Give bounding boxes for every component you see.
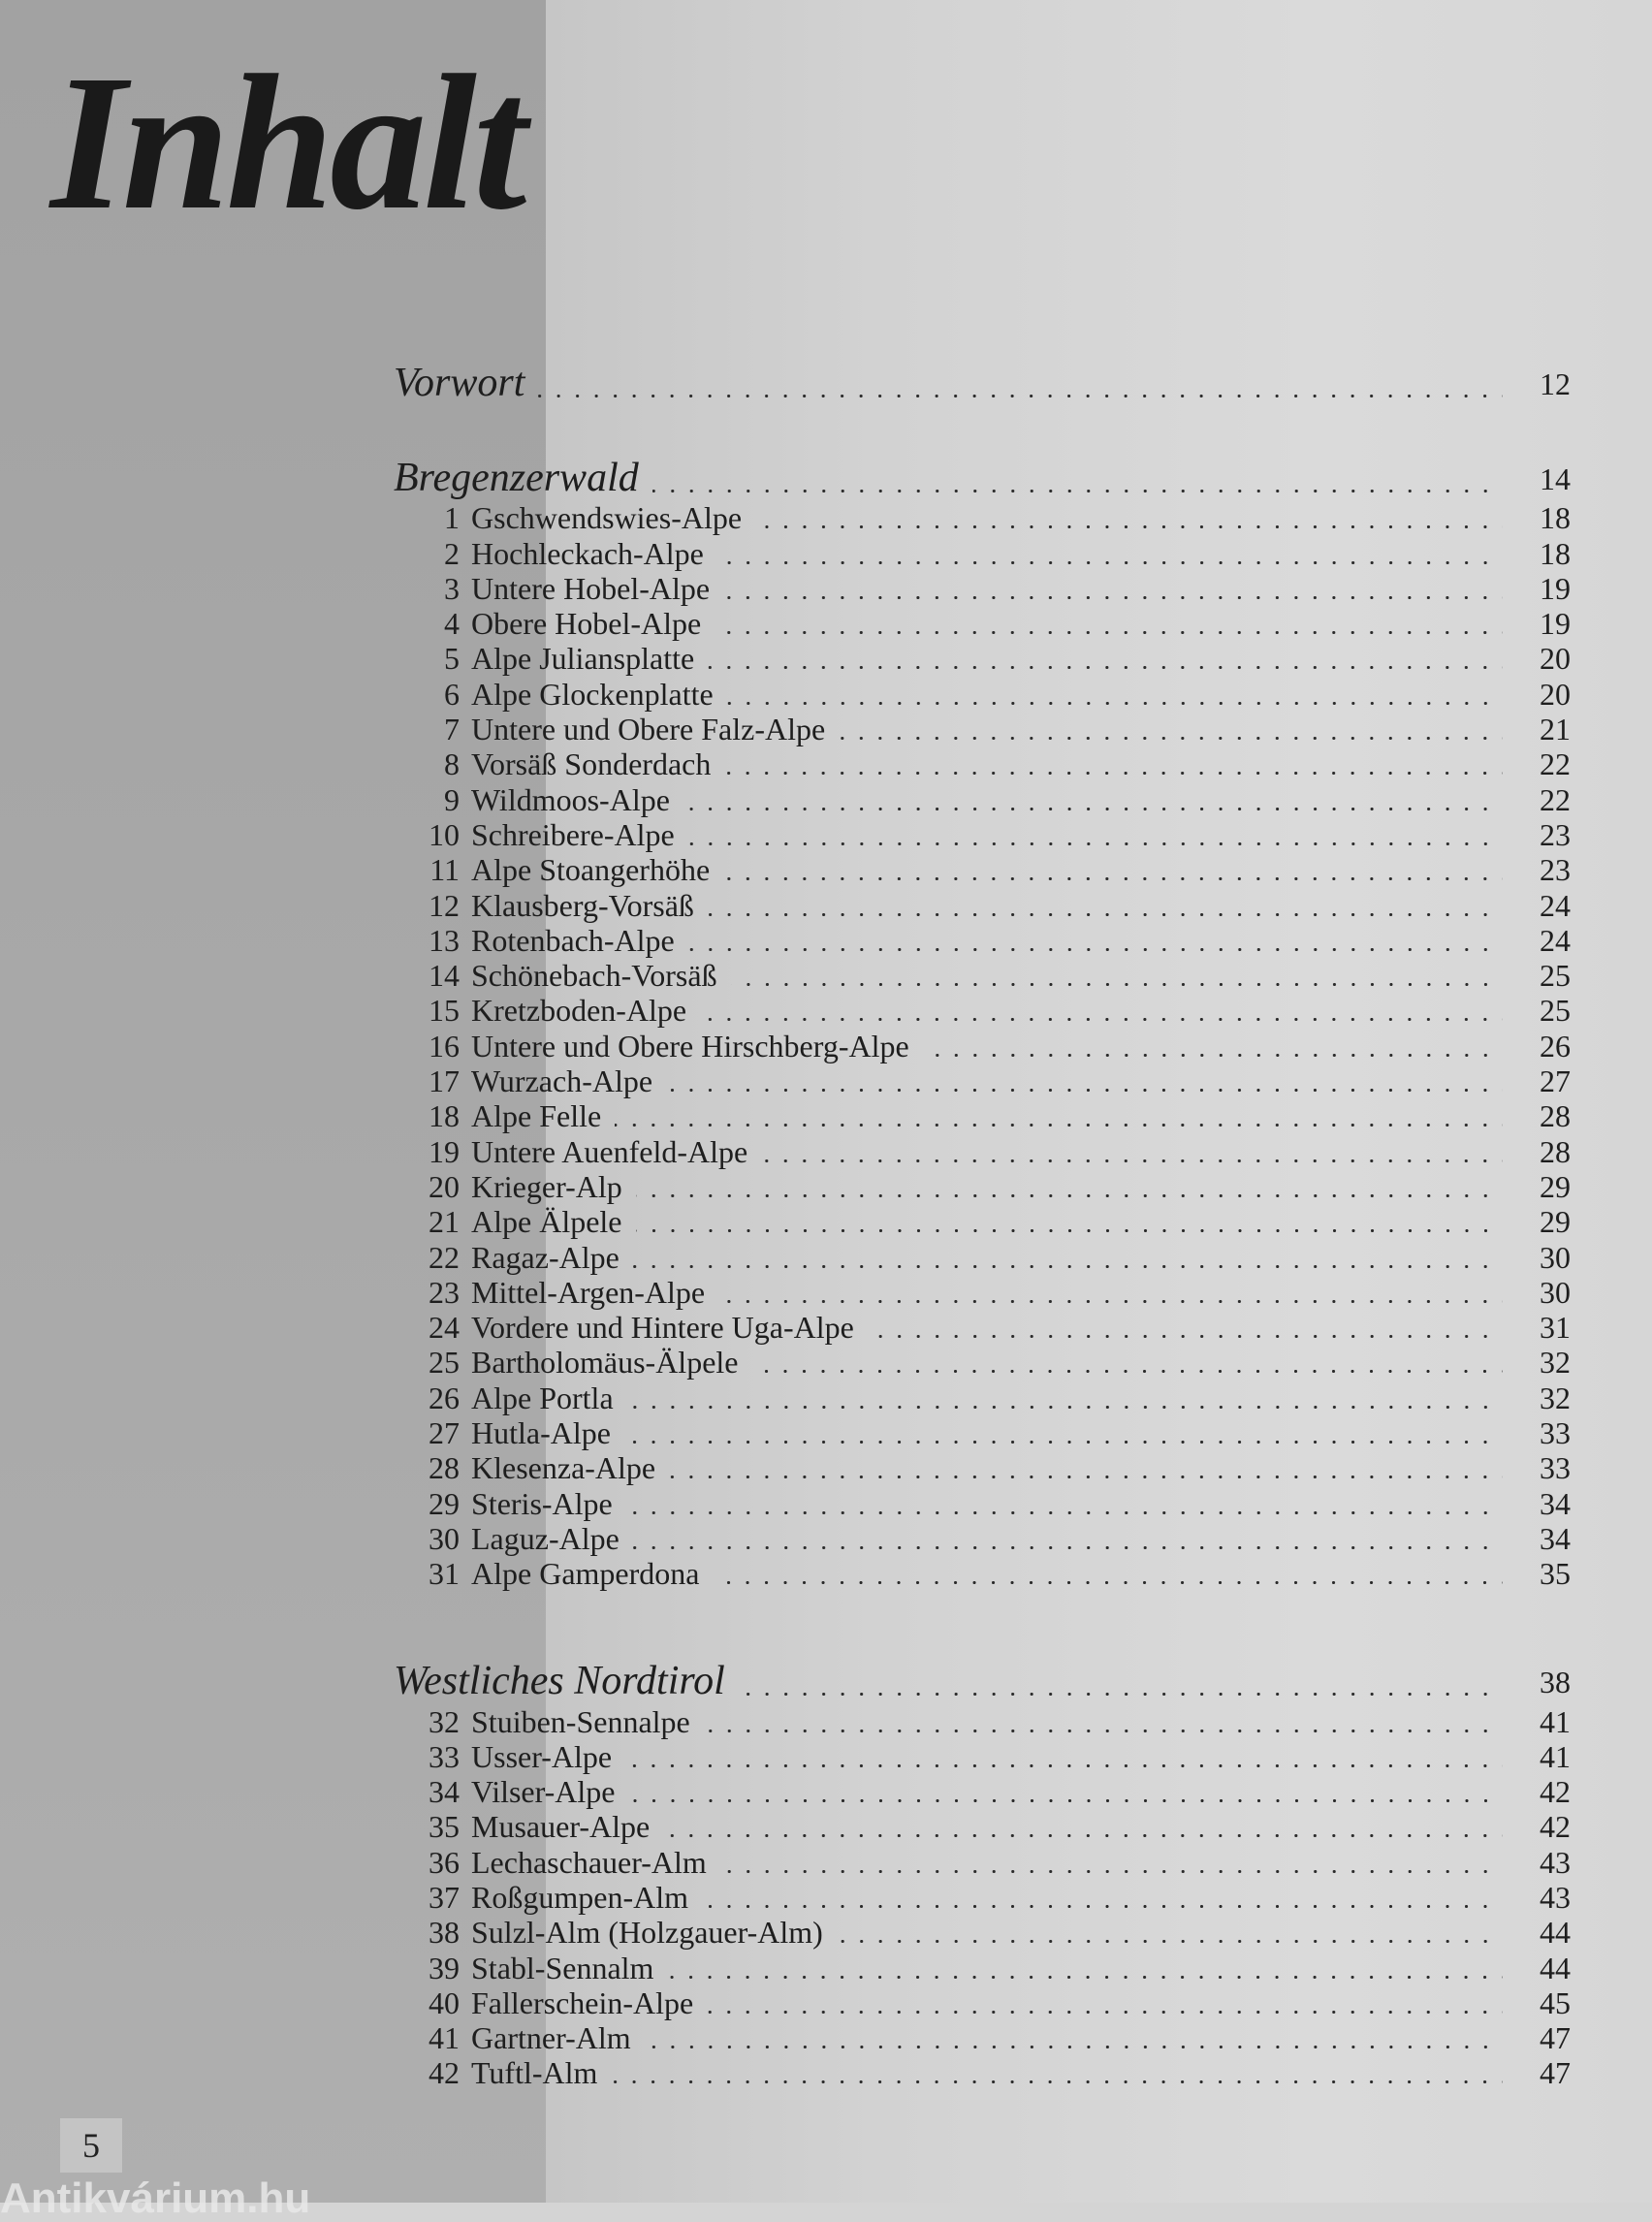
toc-page-number: 23 [1540, 816, 1571, 852]
toc-page-number: 28 [1540, 1133, 1571, 1169]
dot-leader [688, 948, 1503, 951]
toc-page-number: 43 [1540, 1844, 1571, 1880]
toc-entry-title: Gschwendswies-Alpe [471, 500, 743, 536]
toc-entry-number: 25 [429, 1345, 460, 1381]
toc-entry-number: 21 [429, 1204, 460, 1240]
toc-entry[interactable] [394, 533, 1571, 571]
toc-entry-title: Wildmoos-Alpe [471, 781, 670, 817]
dot-leader [751, 1370, 1503, 1373]
toc-entry-number: 34 [429, 1774, 460, 1810]
toc-entry-title: Gartner-Alm [471, 2020, 631, 2056]
watermark: Antikvárium.hu [0, 2174, 311, 2222]
toc-page-number: 24 [1540, 887, 1571, 923]
toc-page-number: 20 [1540, 676, 1571, 712]
toc-entry[interactable] [394, 1913, 1571, 1951]
toc-entry[interactable] [394, 710, 1571, 745]
section-spacer [394, 403, 1571, 440]
toc-entry[interactable] [394, 2018, 1571, 2056]
dot-leader [626, 1511, 1503, 1514]
toc-entry-number: 22 [429, 1239, 460, 1275]
dot-leader [755, 525, 1503, 528]
dot-leader [611, 2080, 1503, 2083]
toc-page-number: 20 [1540, 641, 1571, 677]
toc-entry[interactable] [394, 1167, 1571, 1202]
toc-entry[interactable] [394, 779, 1571, 817]
toc-entry-number: 14 [429, 958, 460, 994]
toc-section-title: Bregenzerwald [394, 456, 639, 500]
toc-entry[interactable] [394, 2053, 1571, 2091]
toc-entry-number: 16 [429, 1028, 460, 1063]
toc-entry-number: 40 [429, 1984, 460, 2020]
toc-entry-number: 4 [444, 606, 460, 642]
toc-entry[interactable] [394, 498, 1571, 536]
toc-page-number: 42 [1540, 1809, 1571, 1845]
toc-entry[interactable] [394, 569, 1571, 604]
toc-page-number: 23 [1540, 852, 1571, 888]
toc-entry-title: Alpe Glockenplatte [471, 676, 714, 712]
dot-leader [837, 1940, 1503, 1943]
toc-entry-title: Klausberg-Vorsäß [471, 887, 694, 923]
dot-leader [720, 1870, 1503, 1873]
toc-entry[interactable] [394, 1131, 1571, 1169]
toc-entry-number: 1 [444, 500, 460, 536]
dot-leader [723, 877, 1503, 880]
toc-entry-number: 15 [429, 993, 460, 1029]
toc-entry-number: 24 [429, 1310, 460, 1346]
toc-page-number: 33 [1540, 1450, 1571, 1486]
dot-leader [683, 808, 1503, 810]
toc-entry[interactable] [394, 1413, 1571, 1451]
toc-page-number: 41 [1540, 1738, 1571, 1774]
dot-leader [708, 666, 1503, 669]
toc-entry[interactable] [394, 1554, 1571, 1592]
toc-entry-title: Alpe Gamperdona [471, 1556, 700, 1592]
toc-page-number: 30 [1540, 1239, 1571, 1275]
toc-entry-title: Alpe Stoangerhöhe [471, 852, 711, 888]
dot-leader [700, 1018, 1503, 1021]
toc-page-number: 22 [1540, 781, 1571, 817]
toc-entry-title: Alpe Portla [471, 1380, 614, 1415]
toc-entry-title: Schreibere-Alpe [471, 816, 675, 852]
dot-leader [717, 561, 1503, 564]
toc-page-number: 26 [1540, 1028, 1571, 1063]
toc-entry-title: Hutla-Alpe [471, 1415, 611, 1451]
toc-entry-title: Musauer-Alpe [471, 1809, 651, 1845]
toc-page-number: 34 [1540, 1520, 1571, 1556]
toc-entry-title: Alpe Felle [471, 1098, 602, 1134]
page-number: 5 [60, 2118, 122, 2173]
toc-page-number: 47 [1540, 2055, 1571, 2091]
toc-entry-number: 3 [444, 570, 460, 606]
toc-entry-number: 2 [444, 535, 460, 571]
dot-leader [923, 1054, 1503, 1057]
toc-entry[interactable] [394, 991, 1571, 1029]
toc-entry-number: 13 [429, 922, 460, 958]
toc-entry-number: 19 [429, 1133, 460, 1169]
toc-entry-title: Alpe Juliansplatte [471, 641, 695, 677]
toc-entry[interactable] [394, 1701, 1571, 1739]
dot-leader [727, 702, 1503, 705]
toc-section-title: Westliches Nordtirol [394, 1659, 725, 1704]
toc-entry[interactable] [394, 1948, 1571, 1983]
toc-section[interactable] [394, 1643, 1571, 1704]
toc-entry-title: Untere und Obere Falz-Alpe [471, 712, 826, 747]
toc-section-vorwort[interactable] [394, 355, 1571, 403]
toc-entry-number: 23 [429, 1274, 460, 1310]
toc-page-number: 19 [1540, 606, 1571, 642]
toc-entry-title: Untere Hobel-Alpe [471, 570, 711, 606]
dot-leader [739, 1693, 1503, 1696]
dot-leader [715, 631, 1503, 634]
toc-entry[interactable] [394, 885, 1571, 923]
toc-entry[interactable] [394, 1984, 1571, 2018]
toc-entry[interactable] [394, 674, 1571, 712]
toc-entry-number: 10 [429, 816, 460, 852]
toc-entry-title: Steris-Alpe [471, 1485, 613, 1521]
toc-entry[interactable] [394, 745, 1571, 782]
toc-entry-number: 7 [444, 712, 460, 747]
toc-entry-number: 5 [444, 641, 460, 677]
toc-entry-title: Usser-Alpe [471, 1738, 613, 1774]
toc-entry[interactable] [394, 1026, 1571, 1061]
toc-entry[interactable] [394, 850, 1571, 888]
toc-entry-title: Ragaz-Alpe [471, 1239, 620, 1275]
toc-entry-number: 41 [429, 2020, 460, 2056]
toc-entry[interactable] [394, 1772, 1571, 1810]
dot-leader [708, 913, 1503, 916]
toc-entry-title: Kretzboden-Alpe [471, 993, 687, 1029]
toc-page-number: 47 [1540, 2020, 1571, 2056]
dot-leader [667, 1976, 1503, 1979]
dot-leader [615, 1124, 1503, 1127]
toc-entry-number: 12 [429, 887, 460, 923]
dot-leader [625, 1764, 1503, 1767]
toc-page-number: 19 [1540, 570, 1571, 606]
toc-page-number: 38 [1540, 1665, 1571, 1700]
toc-entry[interactable] [394, 1202, 1571, 1240]
toc-entry[interactable] [394, 1273, 1571, 1308]
dot-leader [633, 1546, 1503, 1549]
dot-leader [633, 1265, 1503, 1268]
toc-page-number: 34 [1540, 1485, 1571, 1521]
toc-entry[interactable] [394, 1842, 1571, 1880]
dot-leader [702, 1905, 1503, 1908]
toc-entry-number: 31 [429, 1556, 460, 1592]
toc-page-number: 25 [1540, 958, 1571, 994]
toc-entry-title: Alpe Älpele [471, 1204, 622, 1240]
toc-page-number: 25 [1540, 993, 1571, 1029]
toc-entry-title: Vorsäß Sonderdach [471, 746, 712, 782]
toc-entry[interactable] [394, 1308, 1571, 1346]
toc-page-number: 33 [1540, 1415, 1571, 1451]
toc-entry-title: Wurzach-Alpe [471, 1063, 653, 1099]
toc-entry[interactable] [394, 1343, 1571, 1381]
toc-entry[interactable] [394, 1878, 1571, 1913]
toc-entry[interactable] [394, 815, 1571, 850]
toc-entry-title: Untere Auenfeld-Alpe [471, 1133, 748, 1169]
toc-entry-number: 29 [429, 1485, 460, 1521]
dot-leader [761, 1159, 1503, 1162]
toc-page-number: 21 [1540, 712, 1571, 747]
toc-entry-number: 8 [444, 746, 460, 782]
toc-entry-title: Krieger-Alp [471, 1168, 622, 1204]
dot-leader [724, 772, 1503, 775]
dot-leader [629, 1799, 1504, 1802]
toc-page-number: 22 [1540, 746, 1571, 782]
toc-entry-title: Sulzl-Alm (Holzgauer-Alm) [471, 1915, 823, 1951]
toc-entry-title: Stabl-Sennalm [471, 1950, 654, 1985]
toc-page-number: 31 [1540, 1310, 1571, 1346]
toc-entry-number: 30 [429, 1520, 460, 1556]
toc-entry-title: Laguz-Alpe [471, 1520, 620, 1556]
toc-entry-number: 20 [429, 1168, 460, 1204]
toc-section-title: Vorwort [394, 361, 525, 405]
toc-entry[interactable] [394, 1737, 1571, 1772]
toc-entry-number: 28 [429, 1450, 460, 1486]
toc-entry-number: 18 [429, 1098, 460, 1134]
toc-entry-title: Tuftl-Alm [471, 2055, 598, 2091]
toc-entry-number: 38 [429, 1915, 460, 1951]
toc-entry-number: 32 [429, 1703, 460, 1739]
toc-entry-number: 6 [444, 676, 460, 712]
toc-entry-number: 9 [444, 781, 460, 817]
toc-page-number: 18 [1540, 500, 1571, 536]
toc-entry-number: 11 [429, 852, 460, 888]
toc-page-number: 29 [1540, 1168, 1571, 1204]
toc-page-number: 29 [1540, 1204, 1571, 1240]
toc-entry[interactable] [394, 956, 1571, 994]
toc-entry[interactable] [394, 604, 1571, 642]
dot-leader [645, 2046, 1503, 2048]
toc-entry-number: 33 [429, 1738, 460, 1774]
toc-page-number: 44 [1540, 1950, 1571, 1985]
toc-page-number: 14 [1540, 461, 1571, 496]
toc-page-number: 32 [1540, 1380, 1571, 1415]
toc-entry-title: Vordere und Hintere Uga-Alpe [471, 1310, 854, 1346]
dot-leader [723, 596, 1503, 599]
toc-entry-number: 26 [429, 1380, 460, 1415]
table-of-contents [394, 355, 1571, 2091]
toc-entry[interactable] [394, 1378, 1571, 1413]
dot-leader [707, 2011, 1503, 2014]
toc-page-number: 35 [1540, 1556, 1571, 1592]
dot-leader [718, 1300, 1503, 1303]
toc-entry[interactable] [394, 1448, 1571, 1486]
toc-page-number: 12 [1540, 366, 1571, 401]
toc-entry-title: Rotenbach-Alpe [471, 922, 675, 958]
toc-entry-number: 17 [429, 1063, 460, 1099]
dot-leader [624, 1441, 1503, 1444]
toc-entry[interactable] [394, 1519, 1571, 1554]
toc-entry-title: Schönebach-Vorsäß [471, 958, 717, 994]
toc-page-number: 30 [1540, 1274, 1571, 1310]
toc-entry[interactable] [394, 1096, 1571, 1134]
section-spacer [394, 1589, 1571, 1643]
toc-page-number: 41 [1540, 1703, 1571, 1739]
toc-entry-title: Obere Hobel-Alpe [471, 606, 702, 642]
toc-page-number: 18 [1540, 535, 1571, 571]
toc-entry[interactable] [394, 1483, 1571, 1521]
dot-leader [731, 983, 1503, 986]
toc-page-number: 28 [1540, 1098, 1571, 1134]
dot-leader [652, 490, 1503, 492]
toc-entry-title: Vilser-Alpe [471, 1774, 616, 1810]
dot-leader [839, 737, 1503, 740]
dot-leader [663, 1834, 1503, 1837]
toc-page-number: 44 [1540, 1915, 1571, 1951]
dot-leader [636, 1229, 1504, 1232]
page-title: Inhalt [50, 36, 524, 250]
toc-entry-number: 42 [429, 2055, 460, 2091]
toc-entry-title: Untere und Obere Hirschberg-Alpe [471, 1028, 909, 1063]
toc-entry-title: Stuiben-Sennalpe [471, 1703, 690, 1739]
toc-entry-title: Bartholomäus-Älpele [471, 1345, 739, 1381]
toc-entry-title: Mittel-Argen-Alpe [471, 1274, 706, 1310]
dot-leader [627, 1406, 1503, 1409]
toc-page-number: 43 [1540, 1879, 1571, 1915]
dot-leader [713, 1581, 1503, 1584]
toc-entry[interactable] [394, 1062, 1571, 1099]
toc-entry[interactable] [394, 921, 1571, 956]
toc-entry-title: Fallerschein-Alpe [471, 1984, 694, 2020]
dot-leader [636, 1194, 1503, 1197]
toc-section[interactable] [394, 440, 1571, 498]
toc-entry-number: 36 [429, 1844, 460, 1880]
dot-leader [688, 842, 1503, 845]
toc-entry-title: Lechaschauer-Alm [471, 1844, 707, 1880]
toc-page-number: 45 [1540, 1984, 1571, 2020]
dot-leader [704, 1730, 1503, 1732]
dot-leader [868, 1335, 1503, 1338]
toc-entry-number: 35 [429, 1809, 460, 1845]
dot-leader [538, 395, 1503, 397]
toc-entry-number: 27 [429, 1415, 460, 1451]
toc-page-number: 24 [1540, 922, 1571, 958]
toc-entry-title: Klesenza-Alpe [471, 1450, 656, 1486]
toc-entry-title: Hochleckach-Alpe [471, 535, 704, 571]
toc-entry[interactable] [394, 639, 1571, 677]
toc-page-number: 27 [1540, 1063, 1571, 1099]
toc-page-number: 42 [1540, 1774, 1571, 1810]
toc-entry-number: 37 [429, 1879, 460, 1915]
toc-entry[interactable] [394, 1237, 1571, 1275]
toc-entry-title: Roßgumpen-Alm [471, 1879, 688, 1915]
toc-entry[interactable] [394, 1807, 1571, 1845]
toc-page-number: 32 [1540, 1345, 1571, 1381]
dot-leader [669, 1476, 1503, 1478]
toc-entry-number: 39 [429, 1950, 460, 1985]
dot-leader [666, 1089, 1503, 1092]
